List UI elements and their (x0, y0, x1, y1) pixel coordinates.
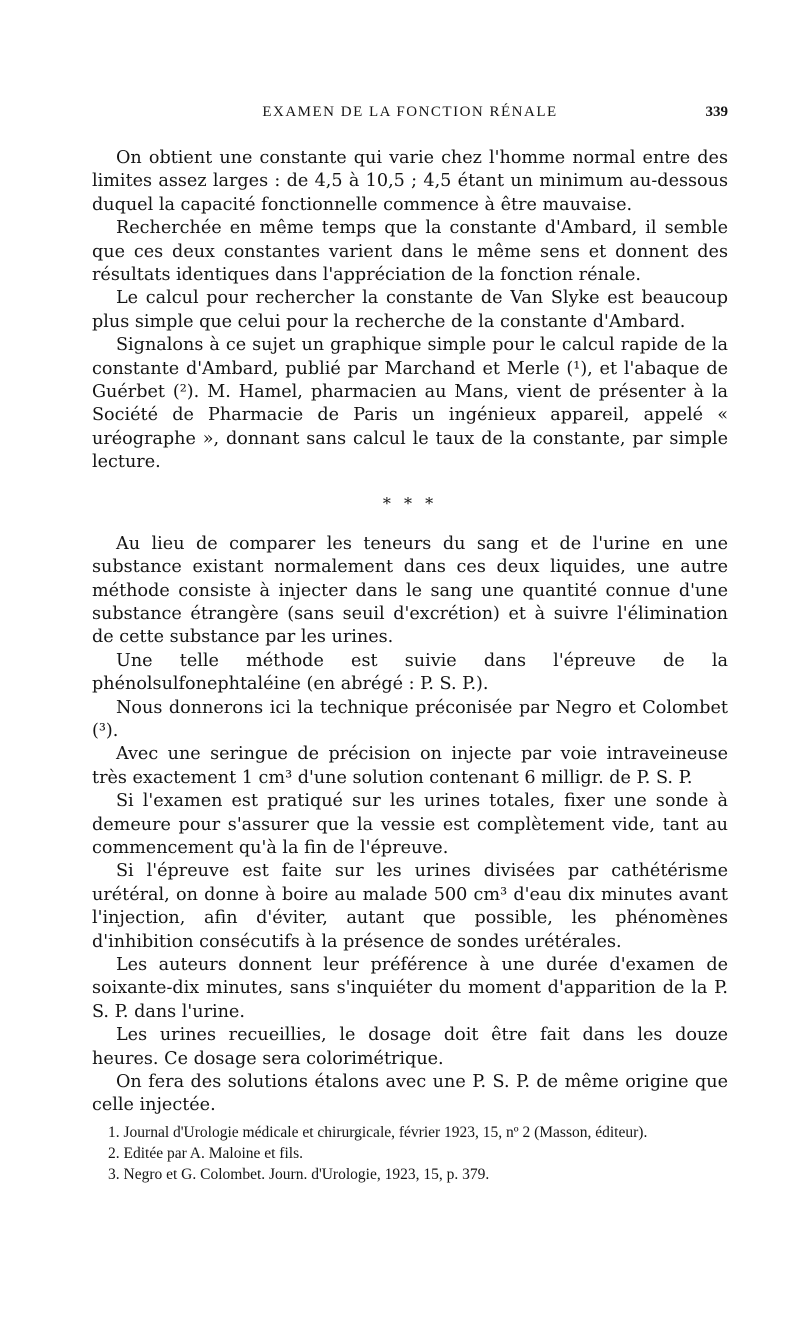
running-title: EXAMEN DE LA FONCTION RÉNALE (262, 104, 558, 120)
paragraph: On obtient une constante qui varie chez l'homme normal entre des limites assez larges : de 4,5 à 10,5 ; 4,5 étant un minimum au-dessous duquel la capacité fonctionnelle commence à être mauvaise. (92, 148, 728, 215)
paragraph: Avec une seringue de précision on injecte par voie intraveineuse très exactement 1 cm³ d'une solution contenant 6 milligr. de P. S. P. (92, 744, 728, 788)
main-text (92, 147, 728, 1118)
paragraph: Si l'épreuve est faite sur les urines divisées par cathétérisme urétéral, on donne à boire au malade 500 cm³ d'eau dix minutes avant l'injection, afin d'éviter, autant que possible, les phénomènes d'inhibition consécutifs à la présence de sondes urétérales. (92, 861, 728, 952)
paragraph: Recherchée en même temps que la constante d'Ambard, il semble que ces deux constantes varient dans le même sens et donnent des résultats identiques dans l'appréciation de la fonction rénale. (92, 218, 728, 286)
paragraph: On fera des solutions étalons avec une P. S. P. de même origine que celle injectée. (92, 1072, 728, 1116)
page-number: 339 (705, 104, 728, 120)
paragraph: Nous donnerons ici la technique préconisée par Negro et Colombet (³). (92, 697, 728, 741)
footnotes (92, 1122, 728, 1185)
paragraph: Le calcul pour rechercher la constante de Van Slyke est beaucoup plus simple que celui pour la recherche de la constante d'Ambard. (92, 288, 728, 332)
paragraph: Une telle méthode est suivie dans l'épreuve de la phénolsulfonephtaléine (en abrégé : P. S. P.). (92, 650, 728, 695)
paragraph: Signalons à ce sujet un graphique simple pour le calcul rapide de la constante d'Ambard, publié par Marchand et Merle (¹), et l'abaque de Guérbet (²). M. Hamel, pharmacien au Mans, vient de présenter à la Société de Pharmacie de Paris un ingénieux appareil, appelé « uréographe », donnant sans calcul le taux de la constante, par simple lecture. (92, 335, 728, 473)
paragraph: Au lieu de comparer les teneurs du sang et de l'urine en une substance existant normalement dans ces deux liquides, une autre méthode consiste à injecter dans le sang une quantité connue d'une substance étrangère (sans seuil d'excrétion) et à suivre l'élimination de cette substance par les urines. (92, 533, 728, 648)
footnote: 1. Journal d'Urologie médicale et chirurgicale, février 1923, 15, nº 2 (Masson, éditeur). (108, 1124, 648, 1141)
section-separator: * * * (382, 493, 438, 513)
page-header (92, 104, 728, 134)
footnote: 3. Negro et G. Colombet. Journ. d'Urologie, 1923, 15, p. 379. (108, 1166, 490, 1183)
paragraph: Si l'examen est pratiqué sur les urines totales, fixer une sonde à demeure pour s'assurer que la vessie est complètement vide, tant au commencement qu'à la fin de l'épreuve. (92, 791, 728, 858)
paragraph: Les urines recueillies, le dosage doit être fait dans les douze heures. Ce dosage sera colorimétrique. (92, 1025, 728, 1069)
footnote: 2. Editée par A. Maloine et fils. (108, 1145, 303, 1162)
paragraph: Les auteurs donnent leur préférence à une durée d'examen de soixante-dix minutes, sans s'inquiéter du moment d'apparition de la P. S. P. dans l'urine. (92, 955, 728, 1022)
